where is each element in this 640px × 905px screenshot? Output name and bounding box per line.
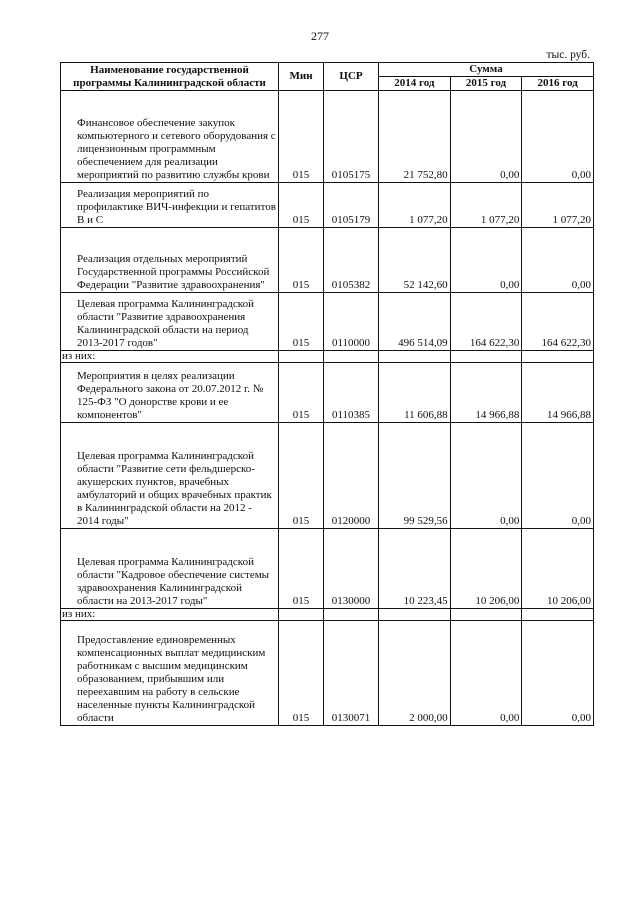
row-2014: 99 529,56 [379, 423, 451, 529]
row-2014: 2 000,00 [379, 621, 451, 726]
table-row [61, 621, 594, 726]
row-name: Целевая программа Калининградской области "Кадровое обеспечение системы здравоохранения Калининградской области на 2013-2017 годы" [61, 529, 279, 609]
header-year-2015: 2015 год [450, 77, 522, 91]
row-min: 015 [279, 91, 324, 183]
header-year-2014: 2014 год [379, 77, 451, 91]
page-number: 277 [311, 29, 329, 43]
row-min: 015 [279, 423, 324, 529]
row-2015: 164 622,30 [450, 293, 522, 351]
row-2016: 0,00 [522, 621, 594, 726]
row-csr: 0105175 [324, 91, 379, 183]
row-min: 015 [279, 293, 324, 351]
row-2014: 52 142,60 [379, 228, 451, 293]
table-row [61, 293, 594, 351]
header-year-2016: 2016 год [522, 77, 594, 91]
row-2015: 1 077,20 [450, 183, 522, 228]
row-2016: 14 966,88 [522, 363, 594, 423]
row-csr: 0120000 [324, 423, 379, 529]
row-csr: 0105382 [324, 228, 379, 293]
table-row [61, 363, 594, 423]
row-2014: 1 077,20 [379, 183, 451, 228]
row-min: 015 [279, 183, 324, 228]
row-2015: 14 966,88 [450, 363, 522, 423]
row-2014: 21 752,80 [379, 91, 451, 183]
row-min: 015 [279, 621, 324, 726]
table-subhead-row [61, 351, 594, 363]
row-2016: 0,00 [522, 91, 594, 183]
row-name: Реализация отдельных мероприятий Государственной программы Российской Федерации "Развитие здравоохранения" [61, 228, 279, 293]
row-min: 015 [279, 529, 324, 609]
row-csr: 0130000 [324, 529, 379, 609]
row-2015: 10 206,00 [450, 529, 522, 609]
row-2014: 10 223,45 [379, 529, 451, 609]
budget-table [60, 62, 594, 726]
row-2015: 0,00 [450, 228, 522, 293]
row-csr: 0110000 [324, 293, 379, 351]
row-name: Целевая программа Калининградской области "Развитие здравоохранения Калининградской области на период 2013-2017 годов" [61, 293, 279, 351]
table-row [61, 228, 594, 293]
table-row [61, 529, 594, 609]
row-name: Предоставление единовременных компенсационных выплат медицинским работникам с высшим медицинским образованием, прибывшим или переехавшим на работу в сельские населенные пункты Калининградской области [61, 621, 279, 726]
row-2016: 1 077,20 [522, 183, 594, 228]
row-2016: 0,00 [522, 228, 594, 293]
row-name: Реализация мероприятий по профилактике ВИЧ-инфекции и гепатитов В и С [61, 183, 279, 228]
header-min: Мин [279, 63, 324, 91]
header-name: Наименование государственной программы Калининградской области [61, 63, 279, 91]
row-2015: 0,00 [450, 423, 522, 529]
table-row [61, 183, 594, 228]
row-2015: 0,00 [450, 91, 522, 183]
table-row [61, 423, 594, 529]
table-row [61, 91, 594, 183]
row-name: Мероприятия в целях реализации Федерального закона от 20.07.2012 г. № 125-ФЗ "О донорстве крови и ее компонентов" [61, 363, 279, 423]
row-2016: 10 206,00 [522, 529, 594, 609]
row-2016: 164 622,30 [522, 293, 594, 351]
row-2014: 11 606,88 [379, 363, 451, 423]
row-csr: 0110385 [324, 363, 379, 423]
row-name: Финансовое обеспечение закупок компьютерного и сетевого оборудования с лицензионным программным обеспечением для реализации мероприятий по развитию службы крови [61, 91, 279, 183]
header-sum: Сумма [379, 63, 594, 77]
unit-note: тыс. руб. [546, 49, 590, 61]
row-2014: 496 514,09 [379, 293, 451, 351]
header-csr: ЦСР [324, 63, 379, 91]
row-csr: 0105179 [324, 183, 379, 228]
row-min: 015 [279, 363, 324, 423]
subhead-label: из них: [61, 609, 279, 621]
table-subhead-row [61, 609, 594, 621]
row-2015: 0,00 [450, 621, 522, 726]
row-name: Целевая программа Калининградской области "Развитие сети фельдшерско-акушерских пунктов, врачебных амбулаторий и общих врачебных практик в Калининградской области на 2012 - 2014 годы" [61, 423, 279, 529]
subhead-label: из них: [61, 351, 279, 363]
row-2016: 0,00 [522, 423, 594, 529]
row-csr: 0130071 [324, 621, 379, 726]
row-min: 015 [279, 228, 324, 293]
